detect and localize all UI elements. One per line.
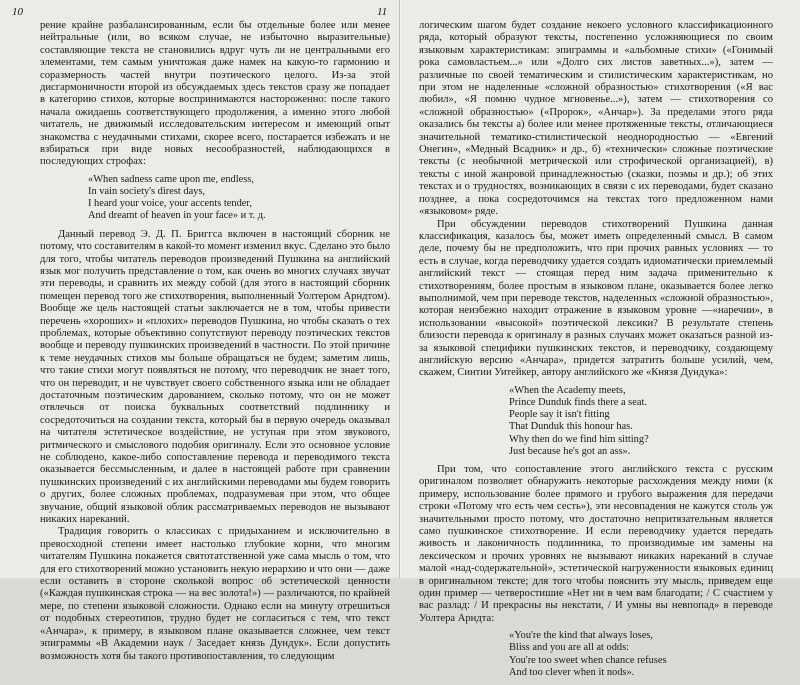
verse-line: That Dunduk this honour has. (509, 421, 633, 433)
verse-line: «You're the kind that always loses, (509, 630, 653, 642)
left-page-text (40, 20, 390, 663)
verse-line: And too clever when it nods». (509, 666, 635, 678)
verse-quote (88, 174, 390, 223)
verse-line: And dreamt of heaven in your face» и т. д. (88, 210, 266, 222)
verse-line: People say it isn't fitting (509, 409, 610, 421)
verse-line: «When the Academy meets, (509, 384, 626, 396)
paragraph: рение крайне разбалансированным, если бы отдельные более или менее нейтральные (или, во всяком случае, не избыточно выразительные) составляющие текста не становились вдруг чуть ли не центральными его элементами, тем самым уничтожая даже намек на какую-то гармонию и соразмерность частей внутри поэтического целого. Из-за этой дисгармоничности второй из обсуждаемых здесь текстов сразу же попадает в категорию стихов, которые воспринимаются настороженно: после такого начала ожидаешь соответствующего продолжения, а именно этого любой читатель, не движимый исследовательским интересом и имеющий опыт знакомства с неудачными стихами, скорее всего, постарается избежать и не взбираться при виде новых несообразностей, наблюдающихся в последующих строфах: (40, 20, 390, 168)
page-number: 11 (377, 6, 388, 18)
page-number: 10 (12, 6, 23, 18)
left-page (0, 0, 400, 662)
paragraph: Данный перевод Э. Д. П. Бриггса включен в настоящий сборник не потому, что составителям в какой-то момент изменил вкус. Сделано это было для того, чтобы читатель переводов произведений Пушкина на английский язык мог получить представление о том, как очень во многих случаях звучат эти переводы, и сравнить их между собой (для этого в настоящий сборник помещен перевод того же стихотворения, выполненный Уолтером Арндтом). Вообще же цель настоящей статьи заключается не в том, чтобы привести перечень «хороших» и «плохих» переводов Пушкина, но чтобы сказать о тех проблемах, которые объективно сопутствуют переводу поэтических текстов вообще и переводу пушкинских произведений в частности. По этой причине к теме неудачных стихов мы больше обращаться не будем; заметим лишь, что такие стихи могут появляться не потому, что переводчик не знает того, что он переводит, и не чувствует своего собственного языка или не обладает достаточным поэтическим дарованием, сколько потому, что он не может отвлечься от поиска буквальных соответствий подлиннику и сосредоточиться на создании текста, который бы в первую очередь оказывал на читателя эстетическое воздействие, не уступая при этом звукового, ритмического и смыслового подобия оригиналу. Если это основное условие не соблюдено, какое-либо сопоставление перевода и переводимого текста оказывается бессмысленным, и далее в настоящей работе при сравнении пушкинских произведений с их английскими переводами мы будем говорить о других, более сложных проблемах, подразумевая при этом, что общее звучание, общий языковой облик рассматриваемых переводов не вызывают никаких нареканий. (40, 228, 390, 526)
paragraph: При обсуждении переводов стихотворений Пушкина данная классификация, казалось бы, может иметь определенный смысл. В самом деле, почему бы не предположить, что при прочих равных условиях — то есть в случае, когда переводчику удается создать идиоматически приемлемый английский текст — стоящая перед ним задача применительно к стихотворениям, более простым в языковом плане, оказывается более легко выполнимой, чем при переводе текстов, наделенных «сложной образностью», которая неизбежно находит отражение в языковом уровне —«наречии», в использовании «высокой» поэтической лексики? В результате степень близости перевода к оригиналу в разных случаях может оказаться разной из-за языковой специфики пушкинских текстов, и переводчику, создающему английскую версию «Анчара», придется затратить больше усилий, чем, скажем, Синтии Уитейкер, автору английского же «Князя Дундука»: (419, 218, 773, 379)
verse-line: I heard your voice, your accents tender, (88, 198, 253, 210)
verse-line: «When sadness came upon me, endless, (88, 173, 254, 185)
verse-quote (509, 630, 773, 679)
verse-line: Just because he's got an ass». (509, 445, 631, 457)
verse-line: In vain society's direst days, (88, 186, 206, 198)
verse-quote (509, 385, 773, 458)
verse-line: Why then do we find him sitting? (509, 433, 649, 445)
right-page (377, 0, 800, 678)
paragraph: Традиция говорить о классиках с придыханием и исключительно в превосходной степени имеет настолько глубокие корни, что многим читателям Пушкина покажется святотатственной уже сама мысль о том, что для его стихотворений можно установить некую иерархию и что они — даже если оставить в стороне сколькой вопрос об эстетической ценности («Каждая пушкинская строка — на вес золота!») — различаются, по крайней мере, по степени языковой сложности. Однако если на минуту отрешиться от подобных стереотипов, трудно будет не согласиться с тем, что текст «Анчара», к примеру, в языковом плане оказывается сложнее, чем текст эпиграммы «В Академии наук / Заседает князь Дундук». Если допустить возможность хотя бы такого противопоставления, то следующим (40, 526, 390, 662)
paragraph: логическим шагом будет создание некоего условного классификационного ряда, который образуют тексты, постепенно усложняющиеся по своим языковым характеристикам: эпиграммы и «альбомные стихи» («Гонимый рока самовластьем...» или «Долго сих листов заветных...»), затем — различные по своей тематическим и стилистическим характеристикам, но при этом не наделенные «сложной образностью» стихотворения («Я вас любил», «Я помню чудное мгновенье...»), затем — стихотворения со «сложной образностью» («Пророк», «Анчар»). За пределами этого ряда оказались бы тексты а) более или менее протяженные тексты, отличающиеся значительной тематико-стилистической неоднородностью — «Евгений Онегин», «Медный Всадник» и др., б) «технически» сложные поэтические тексты (с необычной метрической или строфической организацией), в) тексты с иной жанровой принадлежностью (сказки, поэмы и др.); об этих текстах и о трудностях, возникающих в связи с их переводами, будет сказано позднее, а пока сосредоточимся на текстах того предложенном нами «языковом» ряде. (419, 20, 773, 218)
verse-line: You're too sweet when chance refuses (509, 654, 667, 666)
paragraph: При том, что сопоставление этого английского текста с русским оригиналом позволяет обнаружить некоторые расхождения между ними (к примеру, использование более прямого и грубого выражения для передачи строки «Потому что есть чем сесть»), эти несовпадения не кажутся столь уж значительными просто потому, что достаточно непритязательным является само пушкинское стихотворение. И если переводчику удается передать живость и лаконичность подлинника, то производимые им замены на лексическом и прочих уровнях не вызывают никаких нареканий в случае малой «над-содержательной», эстетической нагруженности языковых единиц в оригинальном тексте; для того чтобы пояснить эту мысль, приведем еще один пример — четверостишие «Нет ни в чем вам благодати; / С счастием у вас разлад: / И прекрасны вы некстати, / И умны вы невпопад» в переводе Уолтера Арндта: (419, 464, 773, 624)
verse-line: Bliss and you are all at odds: (509, 642, 630, 654)
verse-line: Prince Dunduk finds there a seat. (509, 396, 647, 408)
right-page-text (419, 20, 773, 685)
